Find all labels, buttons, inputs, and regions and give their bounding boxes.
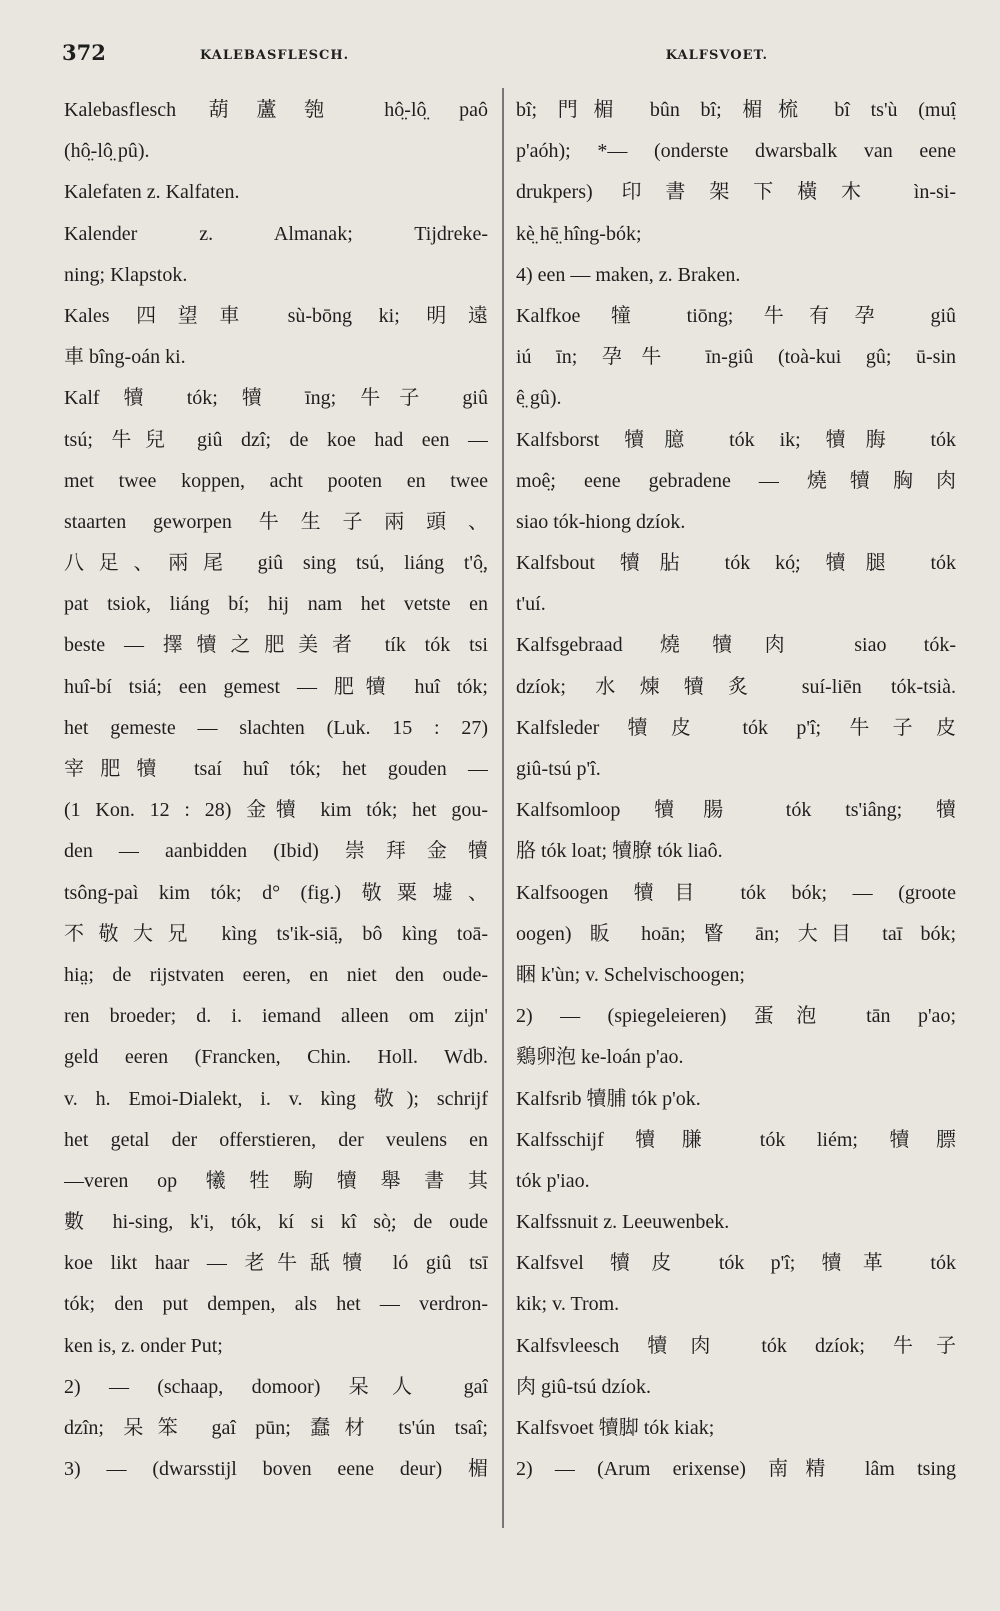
- right-running-head: KALFSVOET.: [665, 48, 768, 63]
- dictionary-line: hia̤; de rijstvaten eeren, en niet den oude-: [64, 963, 488, 986]
- dictionary-line: t'uí.: [516, 593, 546, 616]
- dictionary-line: den — aanbidden (Ibid) 崇拜金犢: [64, 840, 488, 863]
- dictionary-line: 4) een — maken, z. Braken.: [516, 263, 741, 286]
- dictionary-line: 不敬大兄 kìng ts'ik-siā̤, bô kìng toā-: [64, 922, 488, 945]
- dictionary-line: tók p'iao.: [516, 1169, 590, 1192]
- dictionary-line: drukpers) 印書架下橫木 ìn-si-: [516, 181, 956, 204]
- dictionary-line: oogen) 眅 hoān; 睯 ān; 大目 taī bók;: [516, 922, 956, 945]
- dictionary-line: Kalf 犢 tók; 犢 īng; 牛子 giû: [64, 387, 488, 410]
- dictionary-line: Kalfsbout 犢胋 tók kó̤; 犢腿 tók: [516, 552, 956, 575]
- dictionary-line: Kalfsomloop 犢腸 tók ts'iâng; 犢: [516, 799, 956, 822]
- column-divider: [502, 88, 504, 1528]
- dictionary-line: geld eeren (Francken, Chin. Holl. Wdb.: [64, 1046, 488, 1069]
- dictionary-line: dzíok; 水煉犢炙 suí-liēn tók-tsià.: [516, 675, 956, 698]
- dictionary-line: v. h. Emoi-Dialekt, i. v. kìng 敬); schrijf: [64, 1087, 488, 1110]
- dictionary-line: 2) — (spiegeleieren) 蛋泡 tān p'ao;: [516, 1005, 956, 1028]
- dictionary-line: ren broeder; d. i. iemand alleen om zijn': [64, 1005, 488, 1028]
- dictionary-line: kik; v. Trom.: [516, 1293, 620, 1316]
- dictionary-line: staarten geworpen 牛生子兩頭、: [64, 510, 488, 533]
- page-number: 372: [62, 40, 106, 65]
- dictionary-line: Kalebasflesch 葫蘆匏 hô̤-lô̤ paô: [64, 99, 488, 121]
- dictionary-line: (hô̤-lô̤ pû).: [64, 140, 150, 163]
- dictionary-line: koe likt haar — 老牛舐犢 ló giû tsī: [64, 1252, 488, 1275]
- dictionary-line: 車 bîng-oán ki.: [64, 346, 186, 369]
- dictionary-line: Kalfsrib 犢脯 tók p'ok.: [516, 1087, 701, 1110]
- dictionary-line: dzîn; 呆笨 gaî pūn; 蠢材 ts'ún tsaî;: [64, 1417, 488, 1439]
- dictionary-line: 宰肥犢 tsaí huî tók; het gouden —: [64, 758, 488, 780]
- dictionary-line: Kalfsgebraad 燒犢肉 siao tók-: [516, 634, 956, 657]
- dictionary-line: Kalfsschijf 犢膁 tók liém; 犢膘: [516, 1128, 956, 1151]
- dictionary-line: bî; 門楣 bûn bî; 楣梳 bî ts'ù (muî̤: [516, 99, 956, 121]
- dictionary-line: (1 Kon. 12 : 28) 金犢 kim tók; het gou-: [64, 799, 488, 822]
- dictionary-line: Kalfsoogen 犢目 tók bók; — (groote: [516, 881, 956, 904]
- dictionary-line: Kalfsvel 犢皮 tók p'î; 犢革 tók: [516, 1252, 956, 1275]
- dictionary-line: Kalfsborst 犢臆 tók ik; 犢脢 tók: [516, 428, 956, 451]
- dictionary-line: 肉 giû-tsú dzíok.: [516, 1375, 651, 1398]
- dictionary-line: Kalefaten z. Kalfaten.: [64, 181, 240, 204]
- page-header: [62, 40, 938, 80]
- dictionary-line: 睏 k'ùn; v. Schelvischoogen;: [516, 963, 745, 986]
- dictionary-line: Kalfsvleesch 犢肉 tók dzíok; 牛子: [516, 1334, 956, 1357]
- dictionary-line: met twee koppen, acht pooten en twee: [64, 469, 488, 492]
- dictionary-line: huî-bí tsiá; een gemest — 肥犢 huî tók;: [64, 675, 488, 698]
- dictionary-line: moê̤; eene gebradene — 燒犢胸肉: [516, 469, 956, 492]
- dictionary-line: Kalfssnuit z. Leeuwenbek.: [516, 1211, 730, 1234]
- dictionary-line: Kalfsvoet 犢脚 tók kiak;: [516, 1417, 715, 1439]
- dictionary-line: het gemeste — slachten (Luk. 15 : 27): [64, 716, 488, 739]
- dictionary-line: ê̤ gû).: [516, 387, 562, 410]
- dictionary-line: kè̤ hē̤ hîng-bók;: [516, 222, 642, 245]
- dictionary-line: giû-tsú p'î.: [516, 758, 601, 780]
- right-column: [516, 90, 956, 1490]
- dictionary-line: ning; Klapstok.: [64, 263, 188, 286]
- dictionary-line: siao tók-hiong dzíok.: [516, 510, 686, 533]
- left-column: [64, 90, 488, 1490]
- dictionary-line: Kalfkoe 犝 tiōng; 牛有孕 giû: [516, 304, 956, 327]
- dictionary-line: tsú; 牛兒 giû dzî; de koe had een —: [64, 428, 488, 451]
- dictionary-line: pat tsiok, liáng bí; hij nam het vetste en: [64, 593, 488, 616]
- dictionary-line: Kales 四望車 sù-bōng ki; 明遠: [64, 304, 488, 327]
- dictionary-line: ken is, z. onder Put;: [64, 1334, 223, 1357]
- left-running-head: KALEBASFLESCH.: [200, 48, 350, 63]
- dictionary-line: het getal der offerstieren, der veulens en: [64, 1128, 488, 1151]
- dictionary-line: 2) — (Arum erixense) 南精 lâm tsing: [516, 1458, 956, 1481]
- dictionary-line: tók; den put dempen, als het — verdron-: [64, 1293, 488, 1316]
- dictionary-line: Kalender z. Almanak; Tijdreke-: [64, 222, 488, 245]
- dictionary-line: iú īn; 孕牛 īn-giû (toà-kui gû; ū-sin: [516, 346, 956, 369]
- dictionary-line: 鷄卵泡 ke-loán p'ao.: [516, 1046, 684, 1069]
- dictionary-line: beste — 擇犢之肥美者 tík tók tsi: [64, 634, 488, 657]
- dictionary-line: Kalfsleder 犢皮 tók p'î; 牛子皮: [516, 716, 956, 739]
- dictionary-line: —veren op 犧牲駒犢舉書其: [64, 1169, 488, 1192]
- dictionary-line: tsông-paì kim tók; d° (fig.) 敬粟墟、: [64, 881, 488, 904]
- dictionary-line: 胳 tók loat; 犢膫 tók liaô.: [516, 840, 723, 863]
- dictionary-line: 3) — (dwarsstijl boven eene deur) 楣: [64, 1458, 488, 1481]
- dictionary-line: p'aóh); *— (onderste dwarsbalk van eene: [516, 140, 956, 163]
- dictionary-line: 數 hi-sing, k'i, tók, kí si kî sò̤; de oude: [64, 1211, 488, 1234]
- dictionary-line: 2) — (schaap, domoor) 呆人 gaî: [64, 1375, 488, 1398]
- dictionary-line: 八足、兩尾 giû sing tsú, liáng t'ô̤,: [64, 552, 488, 575]
